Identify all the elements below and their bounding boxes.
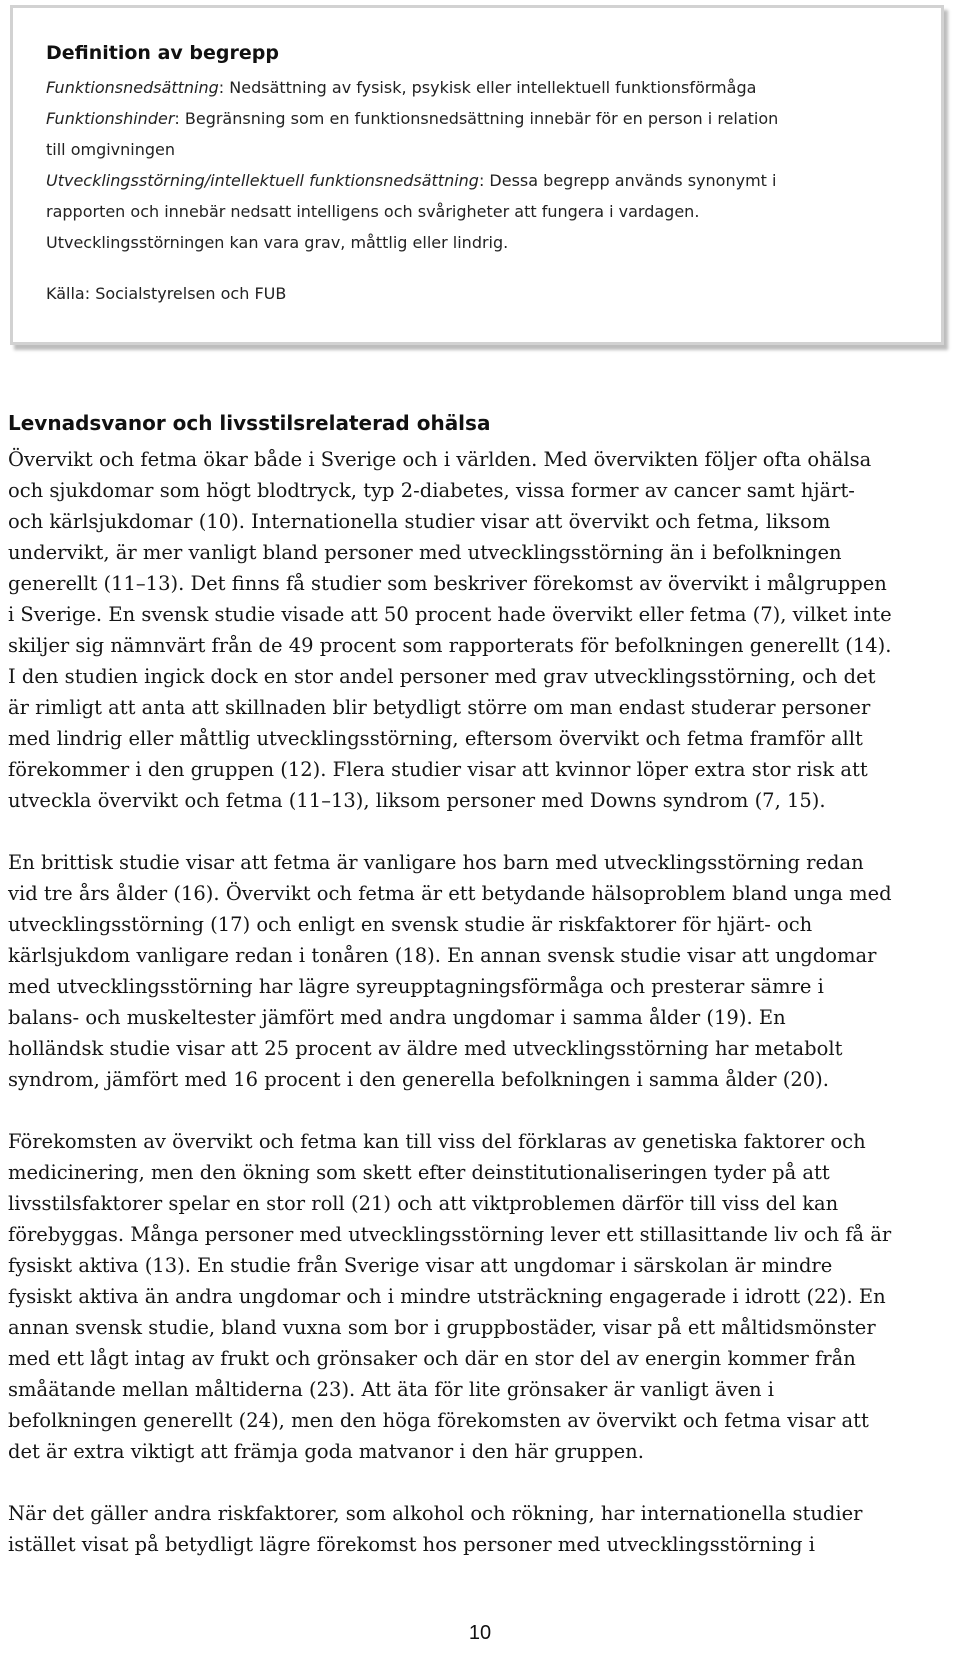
paragraph-line: livsstilsfaktorer spelar en stor roll (21) och att viktproblemen därför till viss del kan bbox=[8, 1192, 839, 1215]
definition-term: Funktionsnedsättning bbox=[46, 78, 219, 97]
paragraph-line: En brittisk studie visar att fetma är vanligare hos barn med utvecklingsstörning redan bbox=[8, 851, 864, 874]
paragraph-line: med utvecklingsstörning har lägre syreupptagningsförmåga och presterar sämre i bbox=[8, 975, 824, 998]
paragraph-line: utveckla övervikt och fetma (11–13), liksom personer med Downs syndrom (7, 15). bbox=[8, 789, 826, 812]
paragraph-line: annan svensk studie, bland vuxna som bor i gruppbostäder, visar på ett måltidsmönster bbox=[8, 1316, 876, 1339]
paragraph-line: fysiskt aktiva än andra ungdomar och i mindre utsträckning engagerade i idrott (22). En bbox=[8, 1285, 886, 1308]
paragraph-line: förebyggas. Många personer med utvecklingsstörning lever ett stillasittande liv och få är bbox=[8, 1223, 892, 1246]
definition-item-3-cont: Utvecklingsstörningen kan vara grav, måttlig eller lindrig. bbox=[46, 233, 509, 252]
paragraph-line: fysiskt aktiva (13). En studie från Sverige visar att ungdomar i särskolan är mindre bbox=[8, 1254, 833, 1277]
paragraph-line: generellt (11–13). Det finns få studier som beskriver förekomst av övervikt i målgruppen bbox=[8, 572, 887, 595]
main-section bbox=[8, 408, 948, 1560]
definition-title: Definition av begrepp bbox=[46, 42, 279, 64]
definition-box bbox=[10, 5, 944, 345]
body-paragraph bbox=[8, 1498, 948, 1560]
paragraph-line: balans- och muskeltester jämfört med andra ungdomar i samma ålder (19). En bbox=[8, 1006, 786, 1029]
paragraph-line: undervikt, är mer vanligt bland personer med utvecklingsstörning än i befolkningen bbox=[8, 541, 842, 564]
paragraph-line: i Sverige. En svensk studie visade att 50 procent hade övervikt eller fetma (7), vilket inte bbox=[8, 603, 892, 626]
body-paragraph bbox=[8, 444, 948, 816]
paragraph-line: I den studien ingick dock en stor andel personer med grav utvecklingsstörning, och det bbox=[8, 665, 876, 688]
paragraph-line: När det gäller andra riskfaktorer, som alkohol och rökning, har internationella studier bbox=[8, 1502, 863, 1525]
paragraph-line: och sjukdomar som högt blodtryck, typ 2-diabetes, vissa former av cancer samt hjärt- bbox=[8, 479, 855, 502]
page-number: 10 bbox=[468, 1622, 492, 1644]
paragraph-line: skiljer sig nämnvärt från de 49 procent som rapporterats för befolkningen generellt (14). bbox=[8, 634, 892, 657]
definition-term: Utvecklingsstörning/intellektuell funktionsnedsättning bbox=[46, 171, 479, 190]
paragraph-line: med ett lågt intag av frukt och grönsaker och där en stor del av energin kommer från bbox=[8, 1347, 856, 1370]
paragraph-line: det är extra viktigt att främja goda matvanor i den här gruppen. bbox=[8, 1440, 644, 1463]
paragraph-line: holländsk studie visar att 25 procent av äldre med utvecklingsstörning har metabolt bbox=[8, 1037, 843, 1060]
section-body bbox=[8, 444, 948, 1560]
paragraph-line: och kärlsjukdomar (10). Internationella studier visar att övervikt och fetma, liksom bbox=[8, 510, 831, 533]
paragraph-line: småätande mellan måltiderna (23). Att äta för lite grönsaker är vanligt även i bbox=[8, 1378, 775, 1401]
paragraph-line: syndrom, jämfört med 16 procent i den generella befolkningen i samma ålder (20). bbox=[8, 1068, 829, 1091]
definition-item-2-cont: till omgivningen bbox=[46, 140, 176, 159]
paragraph-line: medicinering, men den ökning som skett efter deinstitutionaliseringen tyder på att bbox=[8, 1161, 830, 1184]
paragraph-line: är rimligt att anta att skillnaden blir betydligt större om man endast studerar personer bbox=[8, 696, 871, 719]
definition-item-3-cont: rapporten och innebär nedsatt intelligens och svårigheter att fungera i vardagen. bbox=[46, 202, 700, 221]
body-paragraph bbox=[8, 847, 948, 1095]
definition-term: Funktionshinder bbox=[46, 109, 175, 128]
paragraph-line: Övervikt och fetma ökar både i Sverige och i världen. Med övervikten följer ofta ohälsa bbox=[8, 448, 872, 471]
definition-item-1: Funktionsnedsättning: Nedsättning av fysisk, psykisk eller intellektuell funktionsförmåga bbox=[46, 78, 757, 97]
paragraph-line: befolkningen generellt (24), men den höga förekomsten av övervikt och fetma visar att bbox=[8, 1409, 869, 1432]
body-paragraph bbox=[8, 1126, 948, 1467]
paragraph-line: förekommer i den gruppen (12). Flera studier visar att kvinnor löper extra stor risk att bbox=[8, 758, 868, 781]
definition-source: Källa: Socialstyrelsen och FUB bbox=[46, 284, 287, 303]
paragraph-line: utvecklingsstörning (17) och enligt en svensk studie är riskfaktorer för hjärt- och bbox=[8, 913, 813, 936]
paragraph-line: vid tre års ålder (16). Övervikt och fetma är ett betydande hälsoproblem bland unga med bbox=[8, 882, 892, 905]
definition-item-2: Funktionshinder: Begränsning som en funktionsnedsättning innebär för en person i relation bbox=[46, 109, 779, 128]
paragraph-line: kärlsjukdom vanligare redan i tonåren (18). En annan svensk studie visar att ungdomar bbox=[8, 944, 877, 967]
definition-item-3: Utvecklingsstörning/intellektuell funktionsnedsättning: Dessa begrepp används synonymt i bbox=[46, 171, 777, 190]
paragraph-line: med lindrig eller måttlig utvecklingsstörning, eftersom övervikt och fetma framför allt bbox=[8, 727, 863, 750]
paragraph-line: Förekomsten av övervikt och fetma kan till viss del förklaras av genetiska faktorer och bbox=[8, 1130, 866, 1153]
paragraph-line: istället visat på betydligt lägre förekomst hos personer med utvecklingsstörning i bbox=[8, 1533, 815, 1556]
section-heading: Levnadsvanor och livsstilsrelaterad ohälsa bbox=[8, 411, 491, 435]
